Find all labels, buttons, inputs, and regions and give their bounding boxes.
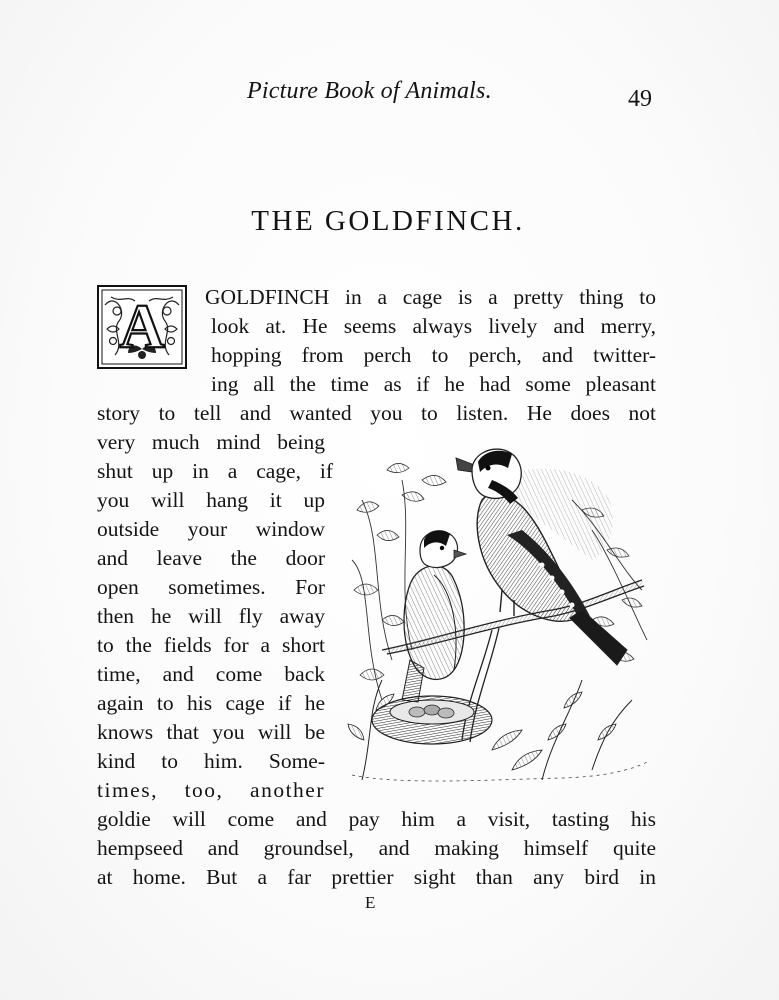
text-line: at home. But a far prettier sight than any bird in — [97, 865, 656, 889]
drop-cap-ornament-icon — [97, 285, 187, 369]
text-line: knows that you will be — [97, 720, 325, 744]
text-line: GOLDFINCH in a cage is a pretty thing to — [205, 285, 656, 309]
text-line: very much mind being — [97, 430, 325, 454]
text-line: story to tell and wanted you to listen. He does not — [97, 401, 656, 425]
text-line: look at. He seems always lively and merry, — [211, 314, 656, 338]
text-line: times, too, another — [97, 778, 325, 802]
two-goldfinches-with-nest-icon — [342, 440, 654, 785]
text-line: ing all the time as if he had some pleasant — [211, 372, 656, 396]
text-line: time, and come back — [97, 662, 325, 686]
text-line: and leave the door — [97, 546, 325, 570]
text-line: kind to him. Some- — [97, 749, 325, 773]
text-line: you will hang it up — [97, 488, 325, 512]
signature-mark: E — [365, 893, 377, 912]
text-line: goldie will come and pay him a visit, tasting his — [97, 807, 656, 831]
text-line: hopping from perch to perch, and twitter- — [211, 343, 656, 367]
text-line: outside your window — [97, 517, 325, 541]
text-line: then he will fly away — [97, 604, 325, 628]
text-line: hempseed and groundsel, and making himself quite — [97, 836, 656, 860]
text-line: open sometimes. For — [97, 575, 325, 599]
text-line: again to his cage if he — [97, 691, 325, 715]
page-number: 49 — [628, 86, 652, 112]
drop-cap-letter: A — [119, 293, 165, 361]
running-title: Picture Book of Animals. — [247, 78, 492, 104]
text-line: to the fields for a short — [97, 633, 325, 657]
text-line: shut up in a cage, if — [97, 459, 333, 483]
article-title: THE GOLDFINCH. — [251, 205, 525, 237]
